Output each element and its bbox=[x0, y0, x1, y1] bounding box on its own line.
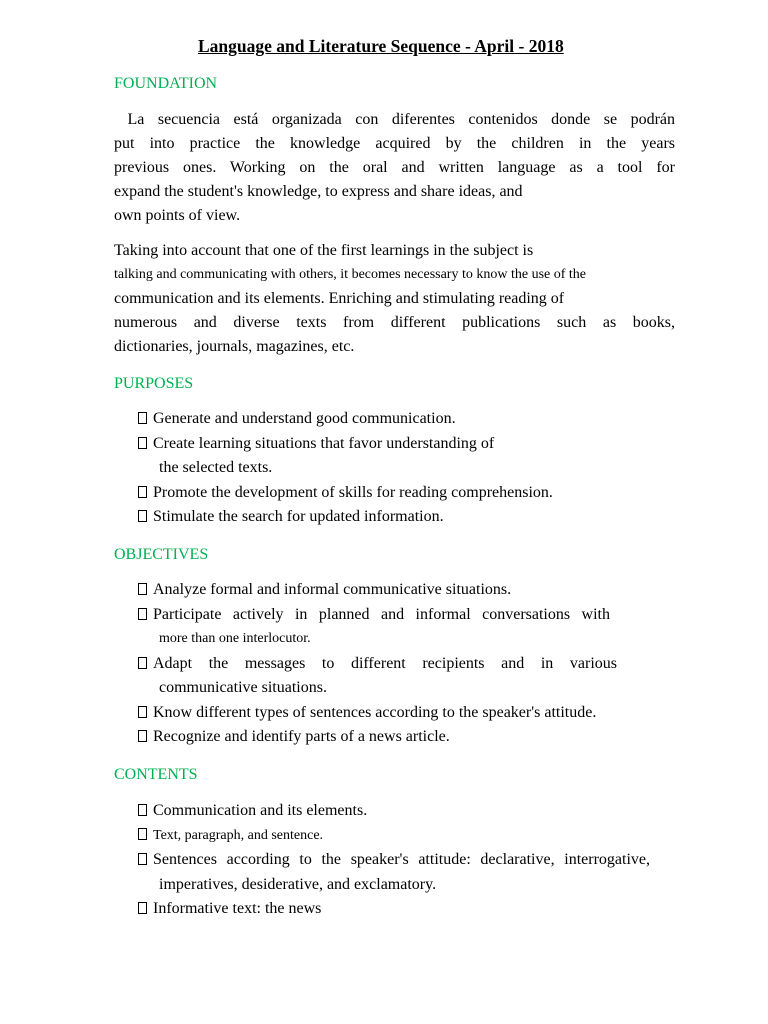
list-item bbox=[138, 505, 675, 530]
foundation-p2-line: dictionaries, journals, magazines, etc. bbox=[114, 338, 355, 355]
foundation-paragraph-1 bbox=[114, 108, 675, 228]
list-item-text: Analyze formal and informal communicative situations. bbox=[153, 581, 512, 598]
list-item-text: Text, paragraph, and sentence. bbox=[153, 827, 324, 843]
list-item bbox=[138, 824, 675, 849]
checkbox-bullet-icon bbox=[138, 804, 147, 816]
list-item bbox=[138, 578, 675, 603]
list-item-text: Communication and its elements. bbox=[153, 802, 368, 819]
checkbox-bullet-icon bbox=[138, 412, 147, 424]
foundation-p2-line: numerous and diverse texts from different publications such as books, bbox=[114, 314, 675, 331]
heading-objectives: OBJECTIVES bbox=[114, 546, 209, 563]
list-item bbox=[138, 725, 675, 750]
list-item-text: Create learning situations that favor understanding of bbox=[153, 434, 495, 452]
checkbox-bullet-icon bbox=[138, 730, 147, 742]
list-item-text: Stimulate the search for updated information. bbox=[153, 508, 444, 525]
foundation-p1-line: expand the student's knowledge, to express and share ideas, and bbox=[114, 183, 523, 200]
checkbox-bullet-icon bbox=[138, 902, 147, 914]
list-item-text: Recognize and identify parts of a news article. bbox=[153, 728, 450, 745]
foundation-p2-line: Taking into account that one of the first learnings in the subject is bbox=[114, 242, 534, 259]
checkbox-bullet-icon bbox=[138, 437, 147, 449]
list-item-text: Adapt the messages to different recipients and in various bbox=[153, 654, 617, 672]
list-item bbox=[138, 652, 675, 701]
heading-purposes: PURPOSES bbox=[114, 375, 194, 392]
list-item-continuation: the selected texts. bbox=[159, 459, 273, 476]
checkbox-bullet-icon bbox=[138, 583, 147, 595]
foundation-p1-line: previous ones. Working on the oral and written language as a tool for bbox=[114, 159, 675, 176]
foundation-p2-line: communication and its elements. Enriching and stimulating reading of bbox=[114, 290, 565, 307]
list-item-continuation: imperatives, desiderative, and exclamatory. bbox=[159, 875, 437, 893]
list-item bbox=[138, 407, 675, 432]
foundation-paragraph-2 bbox=[114, 239, 675, 359]
heading-foundation: FOUNDATION bbox=[114, 75, 218, 92]
checkbox-bullet-icon bbox=[138, 706, 147, 718]
foundation-p1-line: put into practice the knowledge acquired by the children in the years bbox=[114, 135, 675, 152]
checkbox-bullet-icon bbox=[138, 828, 147, 840]
list-item bbox=[138, 701, 675, 726]
list-item-continuation: more than one interlocutor. bbox=[159, 631, 311, 646]
list-item bbox=[138, 897, 675, 922]
list-item bbox=[138, 603, 675, 652]
checkbox-bullet-icon bbox=[138, 853, 147, 865]
list-item-text: Participate actively in planned and informal conversations with bbox=[153, 605, 610, 623]
list-item-text: Informative text: the news bbox=[153, 900, 322, 917]
heading-contents: CONTENTS bbox=[114, 766, 198, 783]
purposes-list bbox=[138, 407, 675, 530]
list-item-continuation: communicative situations. bbox=[159, 679, 327, 696]
foundation-p1-line: own points of view. bbox=[114, 207, 241, 224]
list-item-text: Promote the development of skills for reading comprehension. bbox=[153, 483, 553, 501]
foundation-p1-line: La secuencia está organizada con diferentes contenidos donde se podrán bbox=[114, 111, 675, 128]
list-item-text: Know different types of sentences according to the speaker's attitude. bbox=[153, 703, 597, 721]
list-item bbox=[138, 799, 675, 824]
checkbox-bullet-icon bbox=[138, 510, 147, 522]
checkbox-bullet-icon bbox=[138, 657, 147, 669]
contents-list bbox=[138, 799, 675, 922]
document-title: Language and Literature Sequence - April - 2018 bbox=[198, 36, 564, 56]
objectives-list bbox=[138, 578, 675, 750]
list-item bbox=[138, 432, 675, 481]
list-item bbox=[138, 481, 675, 506]
list-item-text: Sentences according to the speaker's attitude: declarative, interrogative, bbox=[153, 851, 650, 868]
list-item bbox=[138, 848, 675, 897]
checkbox-bullet-icon bbox=[138, 608, 147, 620]
foundation-p2-line: talking and communicating with others, it becomes necessary to know the use of the bbox=[114, 267, 586, 282]
list-item-text: Generate and understand good communication. bbox=[153, 410, 456, 427]
checkbox-bullet-icon bbox=[138, 486, 147, 498]
